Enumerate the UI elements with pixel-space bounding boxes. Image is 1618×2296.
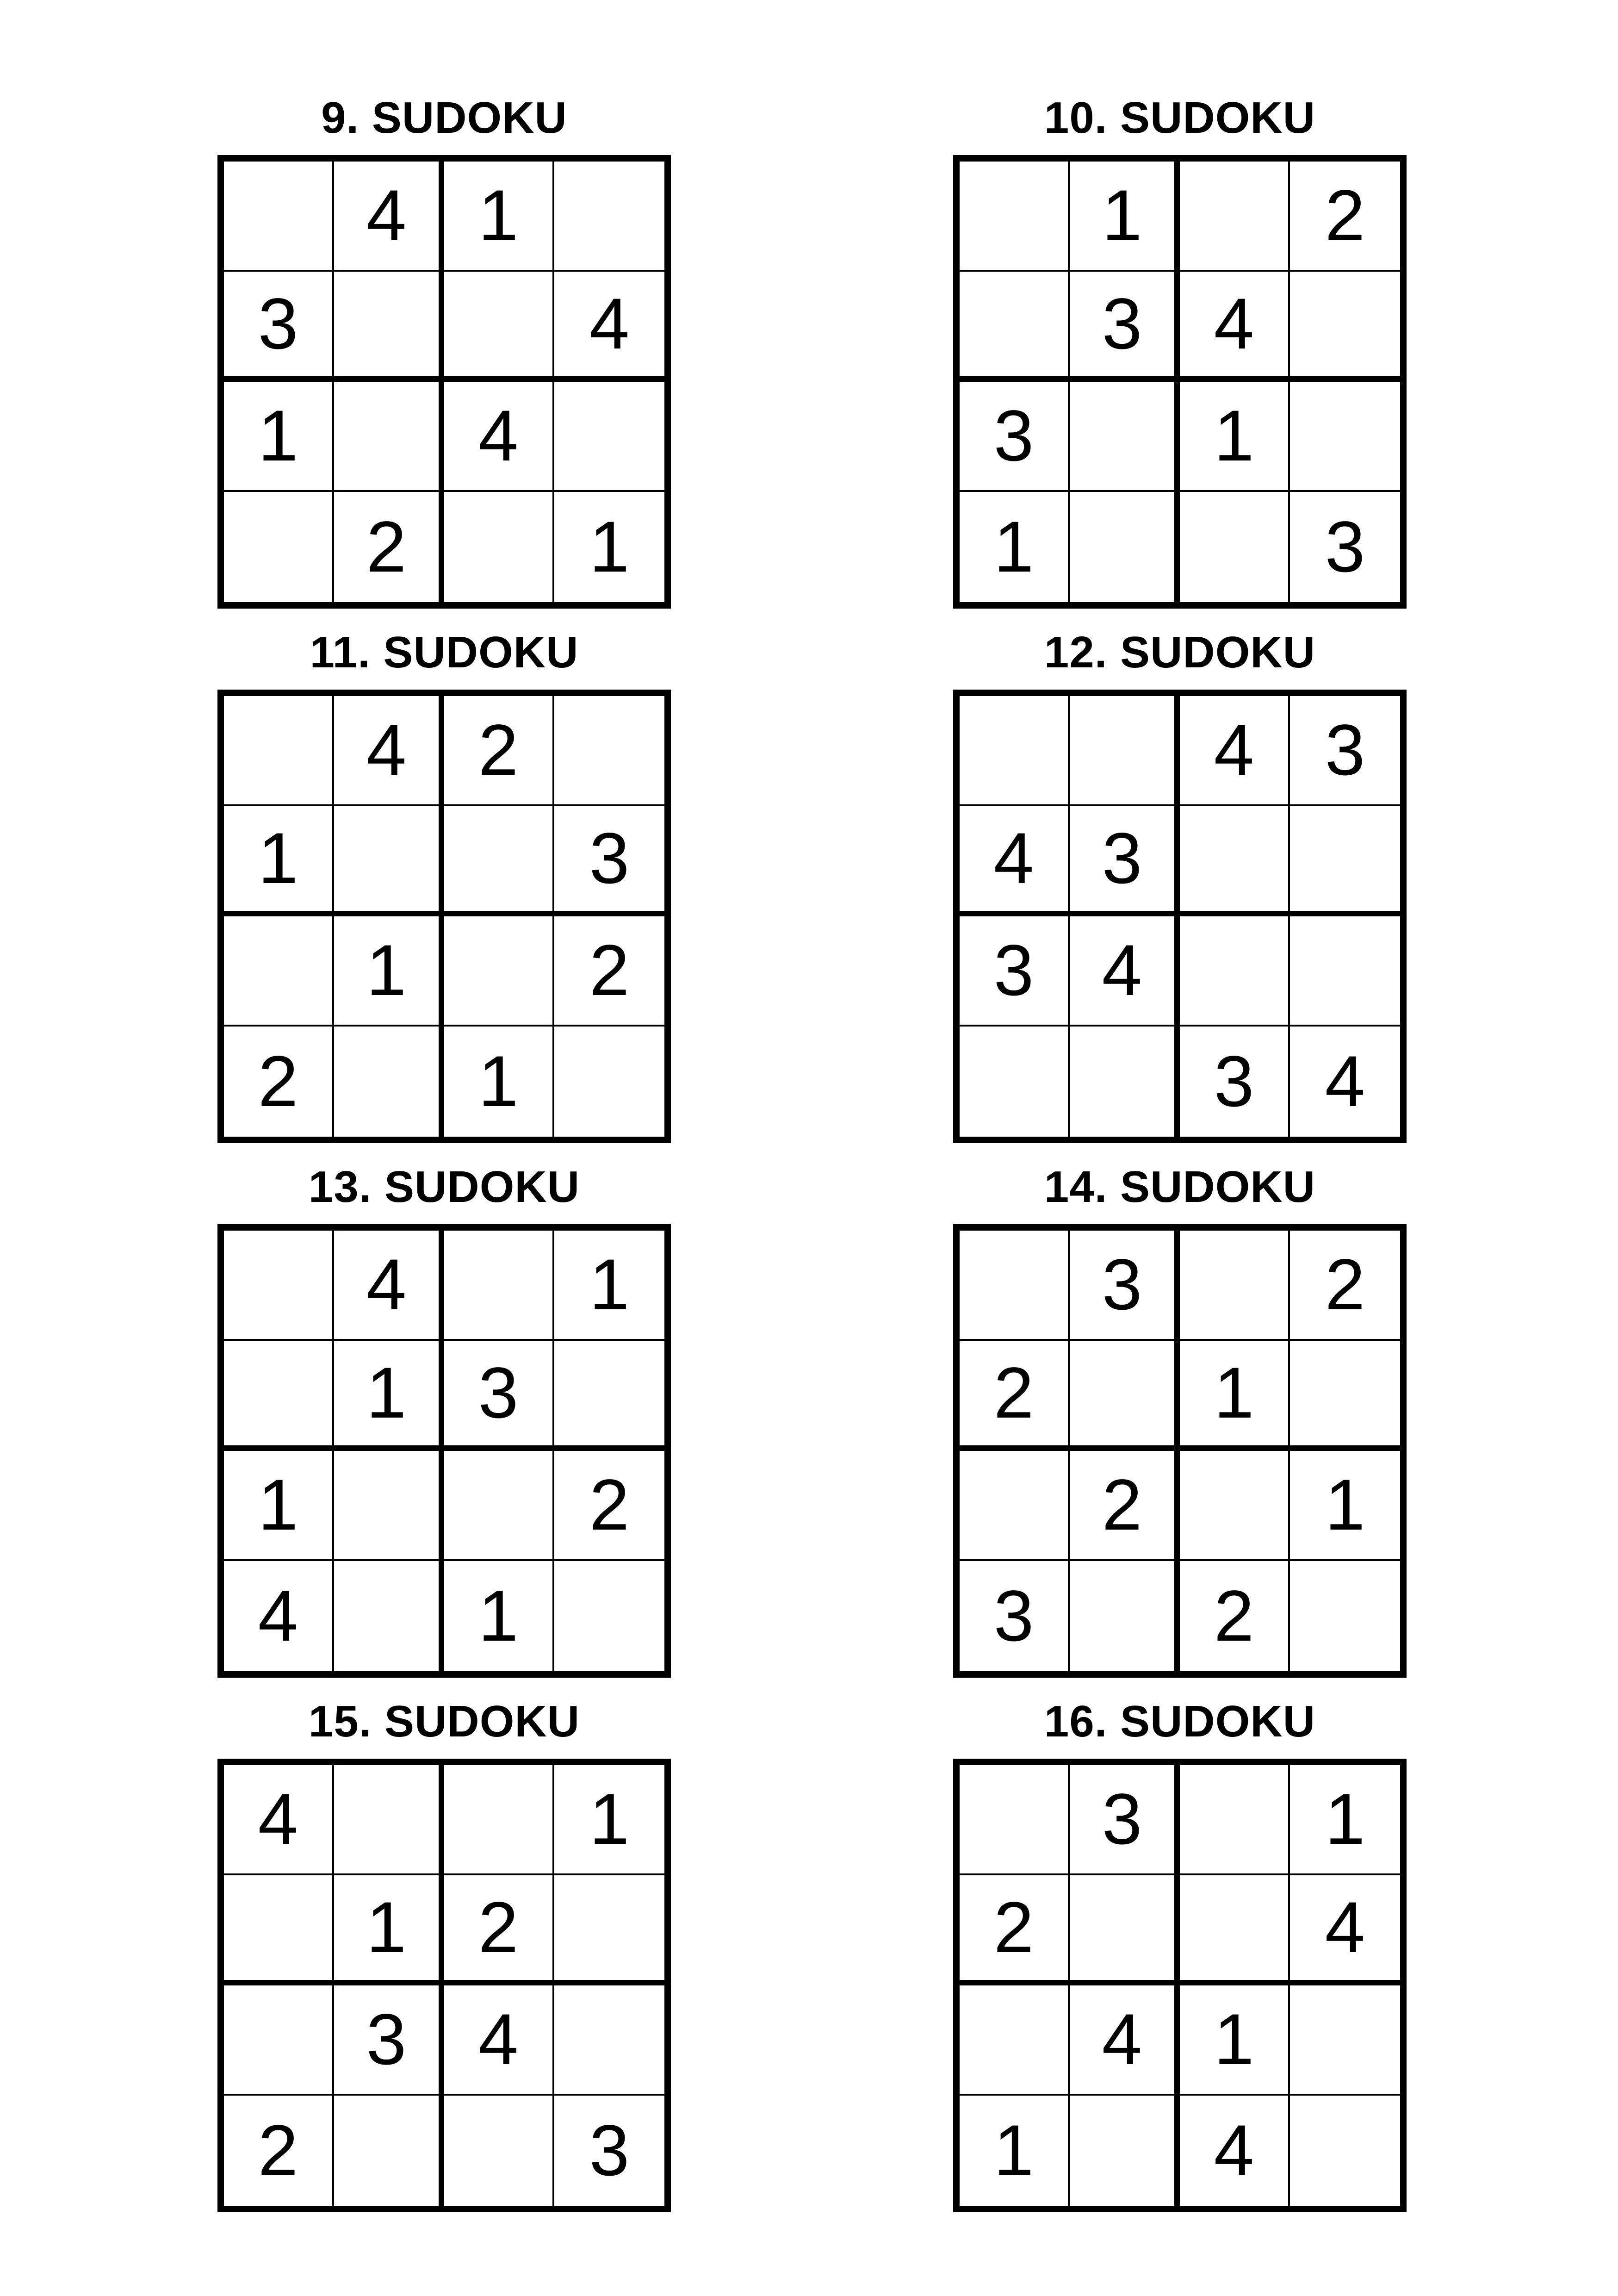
sudoku-cell[interactable] xyxy=(444,2096,554,2206)
sudoku-puzzle-12 xyxy=(953,625,1407,1162)
sudoku-cell[interactable] xyxy=(334,272,444,382)
sudoku-cell[interactable] xyxy=(1180,1231,1290,1341)
sudoku-cell[interactable] xyxy=(1070,696,1180,806)
sudoku-grid xyxy=(217,1759,671,2212)
sudoku-cell[interactable] xyxy=(334,1561,444,1671)
sudoku-cell[interactable] xyxy=(554,1561,664,1671)
sudoku-cell[interactable]: 1 xyxy=(1180,382,1290,492)
sudoku-cell[interactable] xyxy=(1290,272,1400,382)
sudoku-cell[interactable]: 1 xyxy=(334,1341,444,1451)
sudoku-cell[interactable] xyxy=(1290,916,1400,1027)
sudoku-cell[interactable]: 3 xyxy=(960,382,1070,492)
sudoku-cell[interactable] xyxy=(960,1765,1070,1875)
sudoku-cell[interactable]: 3 xyxy=(960,1561,1070,1671)
sudoku-cell[interactable] xyxy=(554,1027,664,1137)
sudoku-puzzle-14 xyxy=(953,1159,1407,1696)
sudoku-cell[interactable] xyxy=(444,1451,554,1561)
sudoku-cell[interactable] xyxy=(1070,1561,1180,1671)
sudoku-cell[interactable] xyxy=(1070,1341,1180,1451)
sudoku-cell[interactable] xyxy=(334,806,444,916)
sudoku-cell[interactable]: 1 xyxy=(334,916,444,1027)
sudoku-cell[interactable]: 4 xyxy=(1290,1875,1400,1985)
sudoku-cell[interactable] xyxy=(224,1231,334,1341)
sudoku-cell[interactable] xyxy=(1290,1561,1400,1671)
sudoku-cell[interactable]: 1 xyxy=(589,507,630,587)
sudoku-cell[interactable]: 4 xyxy=(1070,1985,1180,2096)
sudoku-cell[interactable]: 4 xyxy=(444,1985,554,2096)
sudoku-cell[interactable]: 4 xyxy=(1070,916,1180,1027)
sudoku-cell[interactable] xyxy=(960,696,1070,806)
sudoku-cell[interactable] xyxy=(224,1341,334,1451)
sudoku-cell[interactable]: 4 xyxy=(1180,696,1290,806)
puzzle-title: 15. SUDOKU xyxy=(308,1697,580,1746)
sudoku-cell[interactable]: 2 xyxy=(444,696,554,806)
sudoku-cell[interactable]: 3 xyxy=(1180,1027,1290,1137)
sudoku-cell[interactable] xyxy=(960,1985,1070,2096)
sudoku-cell[interactable]: 3 xyxy=(224,272,334,382)
sudoku-cell[interactable] xyxy=(224,1985,334,2096)
puzzle-title: 10. SUDOKU xyxy=(1044,93,1316,143)
sudoku-cell[interactable] xyxy=(1180,806,1290,916)
sudoku-puzzle-15 xyxy=(217,1694,671,2231)
sudoku-cell[interactable]: 2 xyxy=(554,916,664,1027)
sudoku-cell[interactable] xyxy=(444,916,554,1027)
sudoku-cell[interactable]: 2 xyxy=(960,1341,1070,1451)
sudoku-cell[interactable]: 2 xyxy=(334,492,444,602)
sudoku-cell[interactable]: 2 xyxy=(960,1875,1070,1985)
sudoku-cell[interactable]: 2 xyxy=(1290,1231,1400,1341)
sudoku-cell[interactable]: 1 xyxy=(1180,1985,1290,2096)
sudoku-cell[interactable]: 4 xyxy=(334,1231,444,1341)
sudoku-cell[interactable]: 1 xyxy=(1290,1765,1400,1875)
sudoku-cell[interactable] xyxy=(1180,916,1290,1027)
sudoku-cell[interactable]: 3 xyxy=(1070,806,1180,916)
sudoku-cell[interactable] xyxy=(1180,1451,1290,1561)
sudoku-cell[interactable]: 1 xyxy=(224,806,334,916)
sudoku-cell[interactable]: 1 xyxy=(444,1561,554,1671)
sudoku-cell[interactable]: 2 xyxy=(444,1875,554,1985)
sudoku-puzzle-11 xyxy=(217,625,671,1162)
sudoku-cell[interactable]: 3 xyxy=(1070,272,1180,382)
sudoku-puzzle-13 xyxy=(217,1159,671,1696)
puzzle-title: 16. SUDOKU xyxy=(1044,1697,1316,1746)
sudoku-cell[interactable] xyxy=(1180,1765,1290,1875)
sudoku-cell[interactable] xyxy=(334,1765,444,1875)
sudoku-cell[interactable] xyxy=(444,1765,554,1875)
sudoku-cell[interactable]: 2 xyxy=(1180,1561,1290,1671)
sudoku-cell[interactable] xyxy=(1070,1875,1180,1985)
sudoku-cell[interactable] xyxy=(334,382,444,492)
sudoku-cell[interactable] xyxy=(554,1875,664,1985)
sudoku-cell[interactable]: 3 xyxy=(334,1985,444,2096)
sudoku-cell[interactable]: 1 xyxy=(224,382,334,492)
sudoku-cell[interactable] xyxy=(554,162,664,272)
sudoku-grid xyxy=(217,1224,671,1678)
sudoku-cell[interactable]: 3 xyxy=(589,2110,630,2191)
sudoku-cell[interactable]: 3 xyxy=(1290,696,1400,806)
sudoku-grid xyxy=(953,690,1407,1143)
sudoku-cell[interactable] xyxy=(444,492,554,602)
sudoku-cell[interactable] xyxy=(224,696,334,806)
sudoku-cell[interactable] xyxy=(554,696,664,806)
puzzle-title: 12. SUDOKU xyxy=(1044,628,1316,677)
sudoku-cell[interactable]: 1 xyxy=(444,1027,554,1137)
sudoku-cell[interactable] xyxy=(334,1451,444,1561)
sudoku-cell[interactable] xyxy=(1180,1875,1290,1985)
sudoku-cell[interactable]: 2 xyxy=(224,1027,334,1137)
sudoku-cell[interactable] xyxy=(444,272,554,382)
sudoku-cell[interactable]: 4 xyxy=(1180,2096,1290,2206)
sudoku-grid xyxy=(953,155,1407,609)
sudoku-cell[interactable] xyxy=(1070,492,1180,602)
sudoku-cell[interactable]: 1 xyxy=(1290,1451,1400,1561)
sudoku-cell[interactable]: 4 xyxy=(960,806,1070,916)
sudoku-cell[interactable]: 4 xyxy=(224,1765,334,1875)
sudoku-cell[interactable]: 1 xyxy=(960,2096,1070,2206)
sudoku-cell[interactable]: 2 xyxy=(554,1451,664,1561)
sudoku-cell[interactable] xyxy=(1290,806,1400,916)
sudoku-grid xyxy=(217,690,671,1143)
puzzle-title: 11. SUDOKU xyxy=(310,628,579,677)
sudoku-cell[interactable] xyxy=(1290,1341,1400,1451)
sudoku-cell[interactable] xyxy=(1070,2096,1180,2206)
sudoku-grid xyxy=(217,155,671,609)
sudoku-cell[interactable] xyxy=(960,272,1070,382)
sudoku-cell[interactable] xyxy=(334,1027,444,1137)
sudoku-cell[interactable]: 1 xyxy=(444,162,554,272)
sudoku-cell[interactable] xyxy=(1070,382,1180,492)
sudoku-cell[interactable] xyxy=(224,162,334,272)
sudoku-cell[interactable]: 1 xyxy=(960,492,1070,602)
sudoku-cell[interactable] xyxy=(444,806,554,916)
sudoku-cell[interactable]: 4 xyxy=(334,162,444,272)
sudoku-cell[interactable]: 2 xyxy=(1290,162,1400,272)
sudoku-cell[interactable]: 4 xyxy=(1180,272,1290,382)
sudoku-cell[interactable]: 4 xyxy=(554,272,664,382)
sudoku-grid xyxy=(953,1759,1407,2212)
sudoku-cell[interactable]: 4 xyxy=(1325,1041,1365,1122)
sudoku-cell[interactable] xyxy=(1180,492,1290,602)
sudoku-cell[interactable]: 3 xyxy=(960,916,1070,1027)
sudoku-cell[interactable] xyxy=(554,1985,664,2096)
sudoku-cell[interactable]: 2 xyxy=(1070,1451,1180,1561)
sudoku-cell[interactable]: 1 xyxy=(554,1765,664,1875)
sudoku-cell[interactable] xyxy=(1290,2096,1400,2206)
sudoku-cell[interactable] xyxy=(224,1875,334,1985)
sudoku-cell[interactable] xyxy=(444,1231,554,1341)
sudoku-cell[interactable]: 1 xyxy=(554,1231,664,1341)
puzzle-title: 14. SUDOKU xyxy=(1044,1162,1316,1212)
sudoku-puzzle-16 xyxy=(953,1694,1407,2231)
sudoku-cell[interactable] xyxy=(554,382,664,492)
sudoku-cell[interactable]: 2 xyxy=(224,2096,334,2206)
sudoku-cell[interactable]: 4 xyxy=(444,382,554,492)
sudoku-cell[interactable] xyxy=(1180,162,1290,272)
sudoku-cell[interactable]: 1 xyxy=(1070,162,1180,272)
sudoku-cell[interactable] xyxy=(334,2096,444,2206)
sudoku-cell[interactable] xyxy=(960,1231,1070,1341)
sudoku-cell[interactable]: 4 xyxy=(334,696,444,806)
sudoku-puzzle-9 xyxy=(217,90,671,627)
sudoku-cell[interactable] xyxy=(960,1451,1070,1561)
sudoku-cell[interactable] xyxy=(554,1341,664,1451)
sudoku-cell[interactable] xyxy=(1070,1027,1180,1137)
sudoku-cell[interactable]: 4 xyxy=(224,1561,334,1671)
sudoku-cell[interactable]: 3 xyxy=(554,806,664,916)
sudoku-cell[interactable] xyxy=(1290,382,1400,492)
sudoku-cell[interactable] xyxy=(1290,1985,1400,2096)
puzzle-title: 9. SUDOKU xyxy=(321,93,567,143)
sudoku-cell[interactable]: 3 xyxy=(1070,1765,1180,1875)
sudoku-cell[interactable] xyxy=(960,1027,1070,1137)
sudoku-cell[interactable] xyxy=(224,916,334,1027)
sudoku-puzzle-10 xyxy=(953,90,1407,627)
sudoku-cell[interactable]: 1 xyxy=(224,1451,334,1561)
sudoku-cell[interactable]: 1 xyxy=(1180,1341,1290,1451)
sudoku-cell[interactable] xyxy=(224,492,334,602)
puzzle-title: 13. SUDOKU xyxy=(308,1162,580,1212)
sudoku-cell[interactable] xyxy=(960,162,1070,272)
sudoku-cell[interactable]: 3 xyxy=(444,1341,554,1451)
sudoku-cell[interactable]: 3 xyxy=(1070,1231,1180,1341)
sudoku-cell[interactable]: 3 xyxy=(1325,507,1365,587)
sudoku-grid xyxy=(953,1224,1407,1678)
sudoku-cell[interactable]: 1 xyxy=(334,1875,444,1985)
